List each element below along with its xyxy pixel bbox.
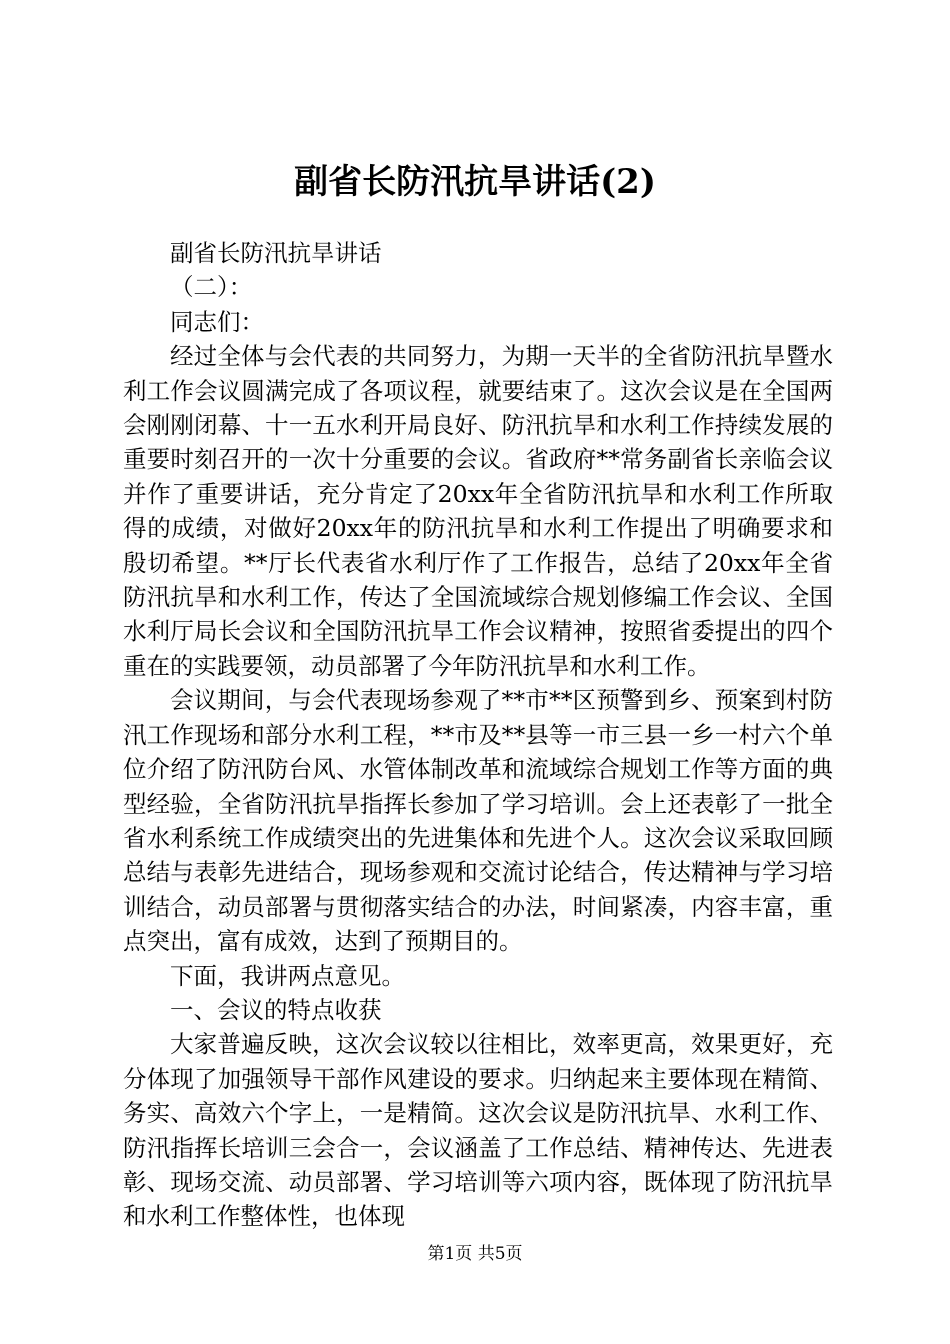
body-paragraph: 经过全体与会代表的共同努力，为期一天半的全省防汛抗旱暨水利工作会议圆满完成了各项议程，就要结束了。这次会议是在全国两会刚刚闭幕、十一五水利开局良好、防汛抗旱和水利工作持续发展的重要时刻召开的一次十分重要的会议。省政府**常务副省长亲临会议并作了重要讲话，充分肯定了20xx年全省防汛抗旱和水利工作所取得的成绩，对做好20xx年的防汛抗旱和水利工作提出了明确要求和殷切希望。**厅长代表省水利厅作了工作报告，总结了20xx年全省防汛抗旱和水利工作，传达了全国流域综合规划修编工作会议、全国水利厅局长会议和全国防汛抗旱工作会议精神，按照省委提出的四个重在的实践要领，动员部署了今年防汛抗旱和水利工作。	[123, 342, 833, 680]
section-heading: 一、会议的特点收获	[170, 995, 382, 1024]
body-paragraph: 大家普遍反映，这次会议较以往相比，效率更高，效果更好，充分体现了加强领导干部作风建设的要求。归纳起来主要体现在精简、务实、高效六个字上，一是精简。这次会议是防汛抗旱、水利工作、防汛指挥长培训三会合一，会议涵盖了工作总结、精神传达、先进表彰、现场交流、动员部署、学习培训等六项内容，既体现了防汛抗旱和水利工作整体性，也体现	[123, 1030, 833, 1231]
body-paragraph: 下面，我讲两点意见。	[170, 961, 405, 990]
subtitle-line: 副省长防汛抗旱讲话	[170, 239, 382, 267]
document-title: 副省长防汛抗旱讲话(2)	[294, 162, 656, 202]
document-body	[123, 236, 833, 1234]
salutation-line: 同志们：	[170, 307, 264, 336]
page-number-footer: 第1页 共5页	[427, 1244, 523, 1264]
body-paragraph: 会议期间，与会代表现场参观了**市**区预警到乡、预案到村防汛工作现场和部分水利工程，**市及**县等一市三县一乡一村六个单位介绍了防汛防台风、水管体制改革和流域综合规划工作等方面的典型经验，全省防汛抗旱指挥长参加了学习培训。会上还表彰了一批全省水利系统工作成绩突出的先进集体和先进个人。这次会议采取回顾总结与表彰先进结合，现场参观和交流讨论结合，传达精神与学习培训结合，动员部署与贯彻落实结合的办法，时间紧凑，内容丰富，重点突出，富有成效，达到了预期目的。	[123, 686, 833, 956]
section-number-line: （二）：	[170, 273, 253, 302]
